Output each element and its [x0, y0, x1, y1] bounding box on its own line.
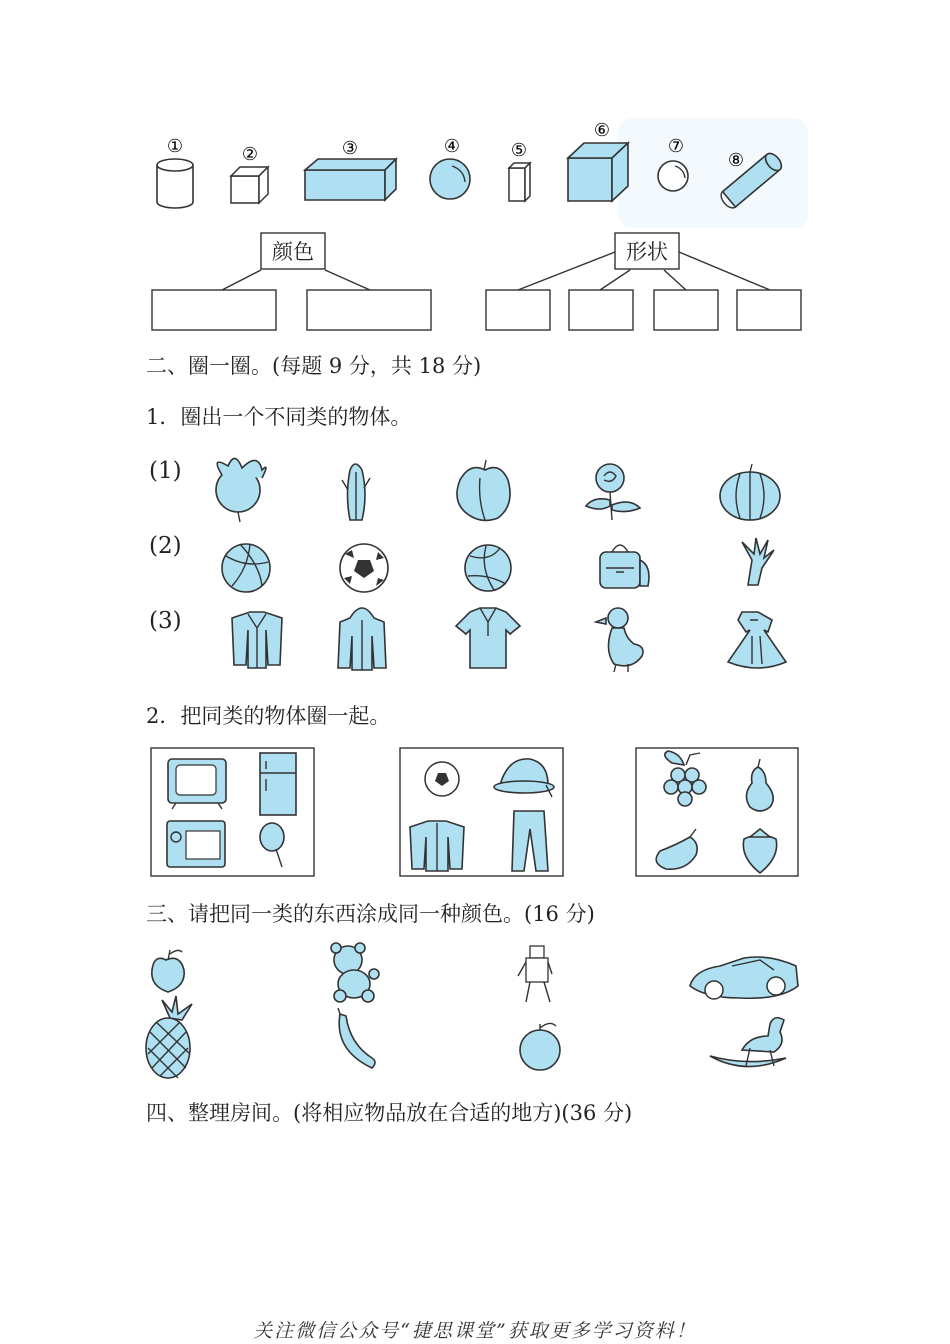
shape-number-3: ③ — [341, 138, 359, 159]
row-label-3: (3) — [149, 608, 182, 634]
shape-answer-box-1 — [486, 290, 550, 330]
pumpkin-icon[interactable] — [720, 464, 780, 520]
color-answer-box-1 — [152, 290, 276, 330]
section4-title: 四、整理房间。(将相应物品放在合适的地方)(36 分) — [146, 1101, 633, 1125]
odd-one-out-pictures — [0, 450, 950, 680]
shape-number-8: ⑧ — [727, 150, 745, 171]
cuboid-blue-icon — [305, 159, 396, 200]
shape-number-7: ⑦ — [667, 136, 685, 157]
soccer-ball-icon[interactable] — [425, 762, 459, 796]
cube-blue-large-icon — [568, 143, 628, 201]
celery-icon[interactable] — [342, 464, 370, 520]
race-car-icon[interactable] — [690, 957, 798, 999]
radio-icon[interactable] — [167, 821, 225, 867]
section3-title: 三、请把同一类的东西涂成同一种颜色。(16 分) — [146, 902, 595, 926]
cuboid-white-thin-icon — [509, 163, 530, 201]
teddy-bear-icon[interactable] — [331, 943, 379, 1002]
row-label-1: (1) — [149, 458, 182, 484]
shape-number-1: ① — [166, 136, 184, 157]
polo-shirt-icon[interactable] — [456, 608, 520, 668]
tv-icon[interactable] — [168, 759, 226, 809]
cube-white-small-icon — [231, 167, 268, 203]
apple-icon[interactable] — [152, 950, 184, 992]
robot-toy-icon[interactable] — [518, 946, 552, 1002]
radish-icon[interactable] — [216, 458, 266, 522]
shape-answer-box-2 — [569, 290, 633, 330]
shape-number-6: ⑥ — [593, 120, 611, 141]
question-1-text: 1．圈出一个不同类的物体。 — [146, 405, 412, 429]
shapes-figure — [0, 0, 950, 340]
rocking-horse-icon[interactable] — [710, 1018, 786, 1067]
cylinder-white-icon — [157, 159, 193, 208]
watermark-logo — [618, 118, 808, 228]
shape-answer-box-3 — [654, 290, 718, 330]
refrigerator-icon[interactable] — [260, 753, 296, 815]
backpack-icon[interactable] — [600, 545, 649, 588]
duck-icon[interactable] — [596, 608, 643, 672]
banana-icon[interactable] — [338, 1008, 375, 1068]
shape-number-2: ② — [241, 144, 259, 165]
dress-icon[interactable] — [728, 612, 786, 668]
color-answer-box-2 — [307, 290, 431, 330]
volleyball-icon[interactable] — [465, 545, 511, 591]
beach-ball-icon[interactable] — [222, 544, 270, 592]
color-label: 颜色 — [272, 240, 314, 264]
coloring-pictures — [0, 940, 950, 1085]
footer-note: 关注微信公众号“捷思课堂”获取更多学习资料！ — [253, 1320, 697, 1342]
question-2-text: 2．把同类的物体圈一起。 — [146, 704, 391, 728]
shape-answer-box-4 — [737, 290, 801, 330]
grouping-boxes — [0, 745, 950, 880]
jacket-icon[interactable] — [232, 612, 282, 668]
orange-icon[interactable] — [520, 1023, 560, 1070]
shape-number-4: ④ — [443, 136, 461, 157]
rose-icon[interactable] — [586, 464, 640, 520]
leek-icon[interactable] — [742, 538, 774, 585]
pineapple-icon[interactable] — [146, 996, 192, 1078]
jacket-icon[interactable] — [410, 821, 464, 871]
row-label-2: (2) — [149, 533, 182, 559]
soccer-ball-icon[interactable] — [340, 544, 388, 592]
shape-number-5: ⑤ — [510, 140, 528, 161]
sphere-blue-large-icon — [430, 159, 470, 199]
shape-label: 形状 — [626, 240, 668, 264]
sphere-white-small-icon — [658, 161, 688, 191]
hooded-coat-icon[interactable] — [338, 608, 386, 670]
section2-title: 二、圈一圈。(每题 9 分，共 18 分) — [146, 354, 482, 378]
pepper-icon[interactable] — [457, 460, 510, 520]
